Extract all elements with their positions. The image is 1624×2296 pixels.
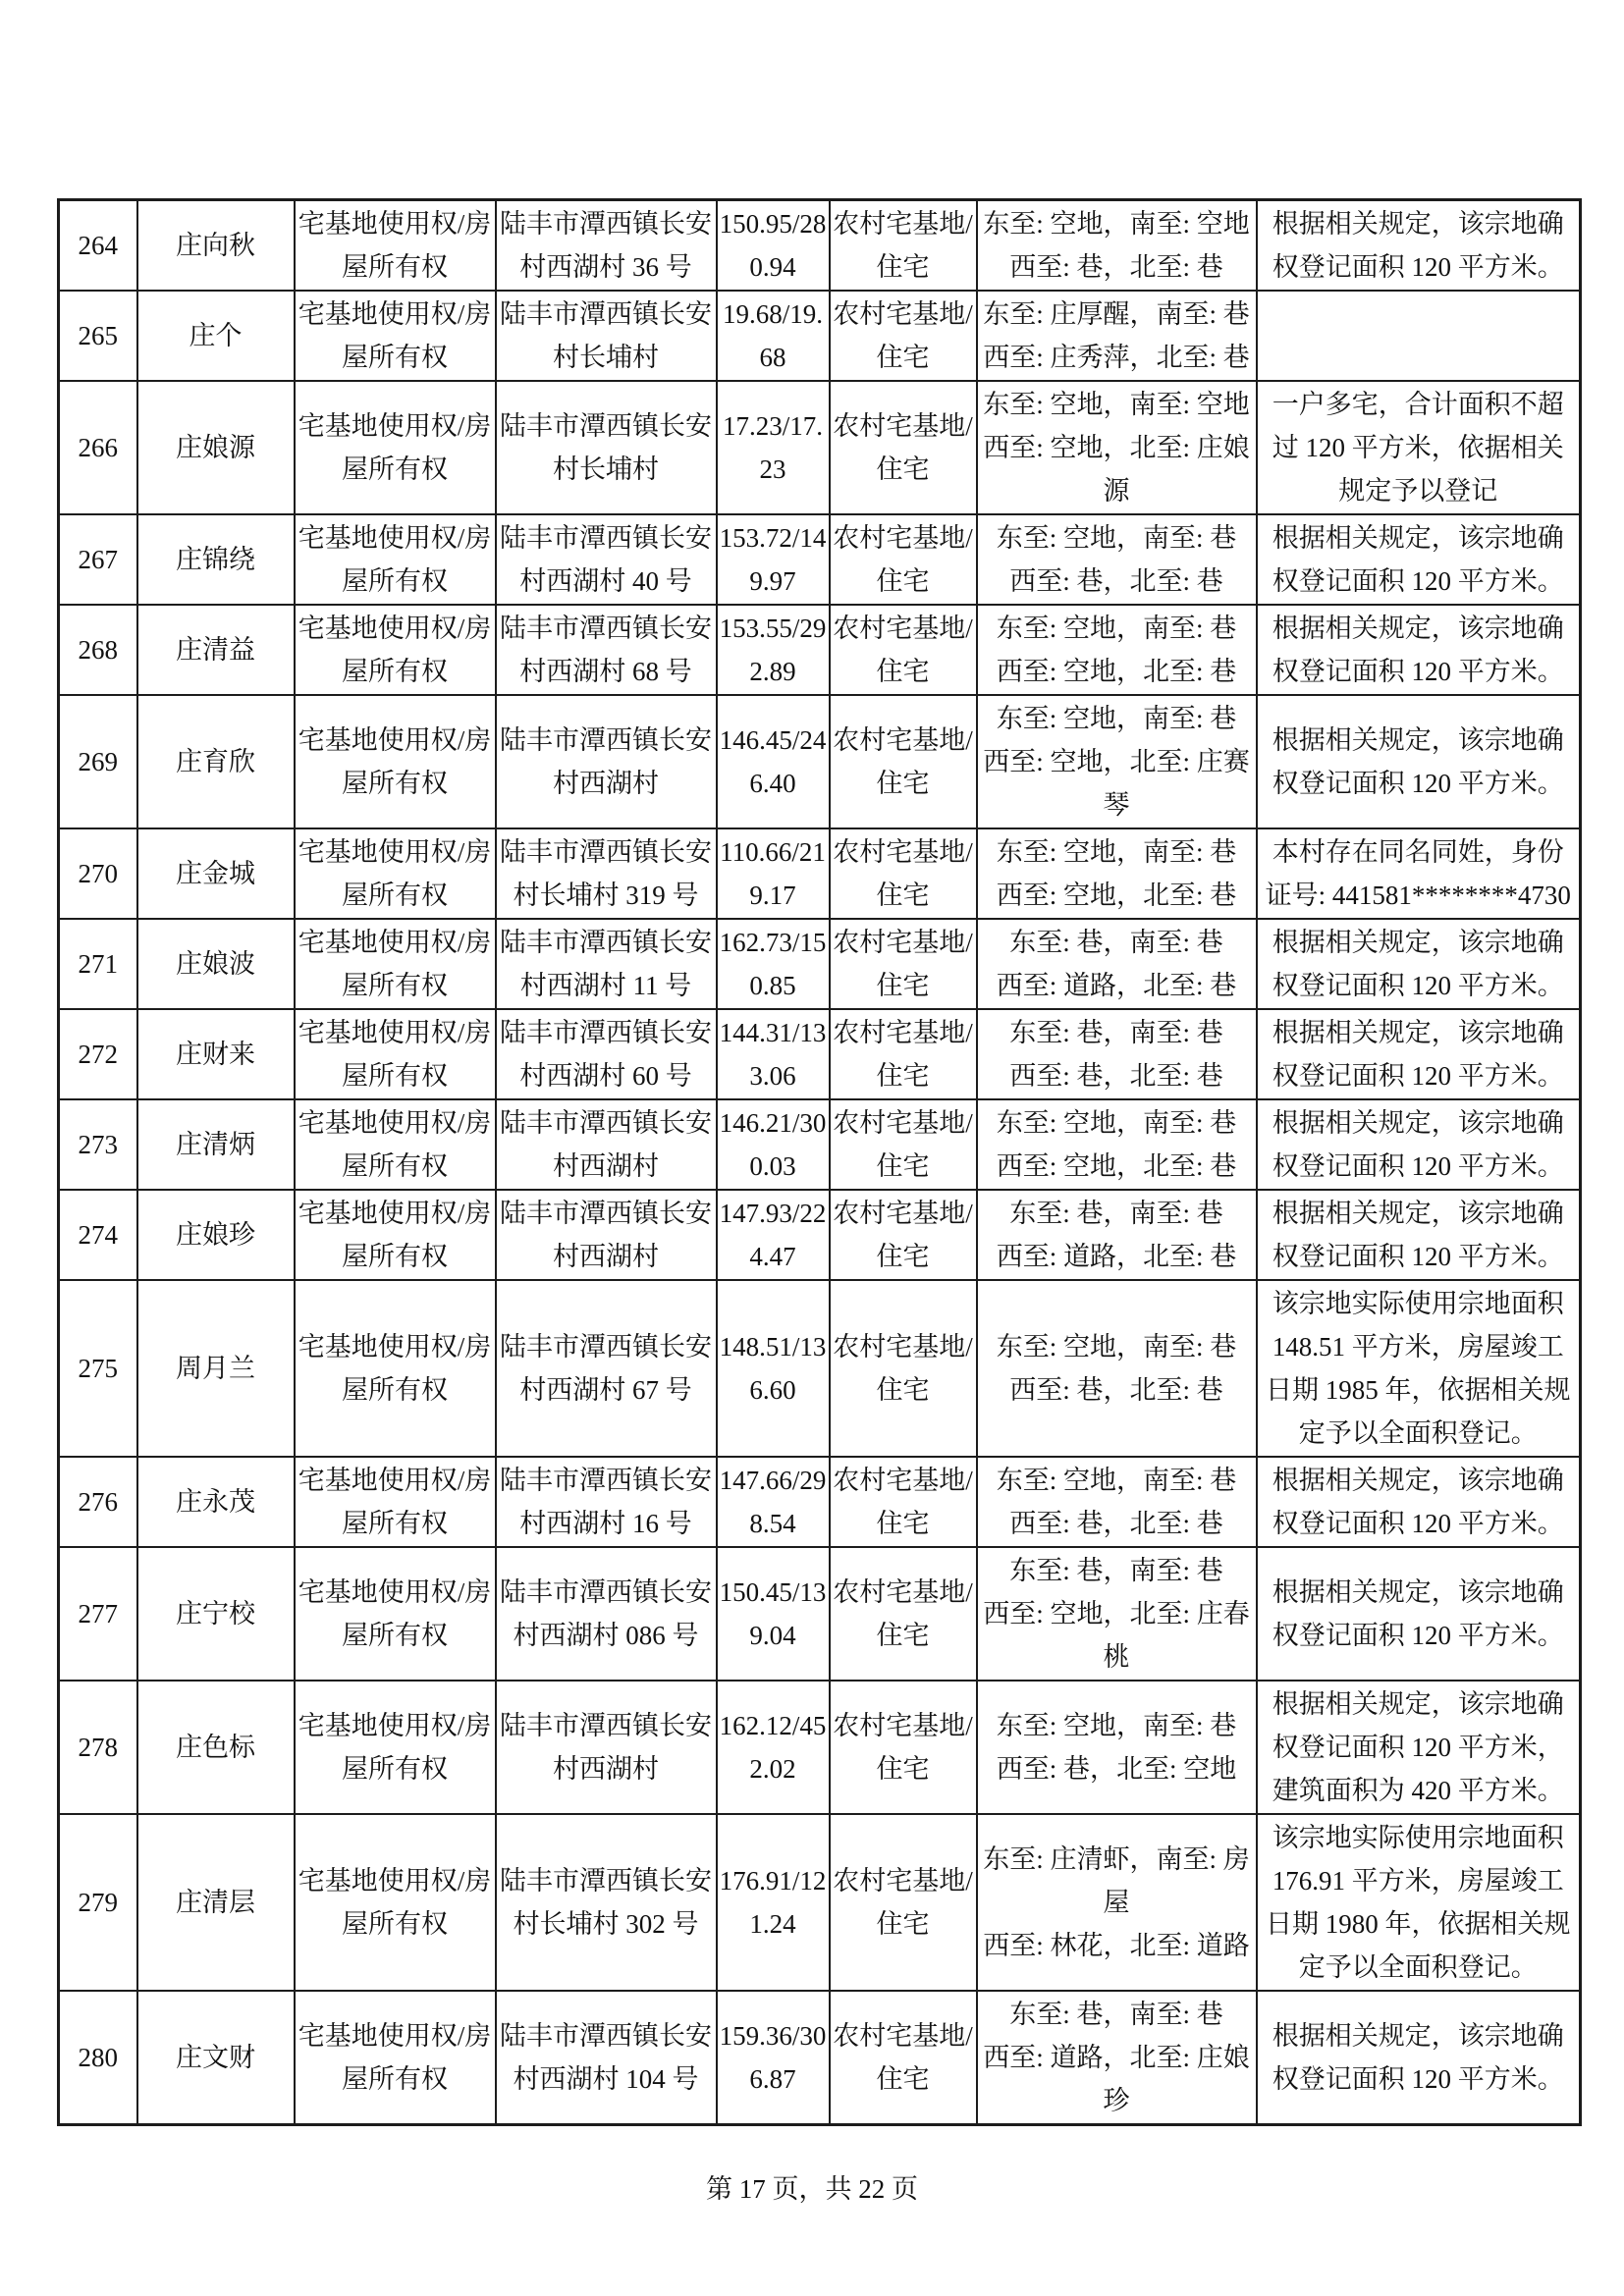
cell-area-values: 162.73/150.85 [717, 919, 830, 1009]
cell-serial-number: 275 [59, 1280, 137, 1457]
page-number-footer: 第 17 页，共 22 页 [706, 2174, 918, 2204]
cell-serial-number: 277 [59, 1547, 137, 1681]
cell-remarks: 根据相关规定，该宗地确权登记面积 120 平方米。 [1257, 695, 1581, 828]
cell-location: 陆丰市潭西镇长安村西湖村 [496, 1099, 717, 1190]
boundary-west-north: 西至: 空地，北至: 庄赛琴 [983, 747, 1250, 820]
cell-remarks: 根据相关规定，该宗地确权登记面积 120 平方米，建筑面积为 420 平方米。 [1257, 1681, 1581, 1814]
cell-location: 陆丰市潭西镇长安村西湖村 60 号 [496, 1009, 717, 1099]
cell-rights-type: 宅基地使用权/房屋所有权 [295, 919, 496, 1009]
cell-remarks: 该宗地实际使用宗地面积 176.91 平方米，房屋竣工日期 1980 年，依据相关规定予以全面积登记。 [1257, 1814, 1581, 1991]
cell-boundaries [977, 200, 1257, 292]
cell-owner-name: 庄娘波 [137, 919, 295, 1009]
cell-owner-name: 庄色标 [137, 1681, 295, 1814]
boundary-east-south: 东至: 空地，南至: 巷 [996, 1108, 1237, 1138]
table-row [59, 1547, 1581, 1681]
cell-rights-type: 宅基地使用权/房屋所有权 [295, 1991, 496, 2125]
boundary-east-south: 东至: 空地，南至: 巷 [996, 1332, 1237, 1362]
boundary-east-south: 东至: 巷，南至: 巷 [1009, 1556, 1223, 1585]
cell-boundaries [977, 828, 1257, 919]
cell-serial-number: 270 [59, 828, 137, 919]
boundary-west-north: 西至: 巷，北至: 巷 [1009, 1061, 1223, 1091]
cell-serial-number: 280 [59, 1991, 137, 2125]
cell-rights-type: 宅基地使用权/房屋所有权 [295, 291, 496, 381]
cell-land-type: 农村宅基地/住宅 [830, 381, 977, 514]
cell-land-type: 农村宅基地/住宅 [830, 919, 977, 1009]
boundary-west-north: 西至: 道路，北至: 庄娘珍 [983, 2043, 1250, 2115]
cell-land-type: 农村宅基地/住宅 [830, 695, 977, 828]
cell-location: 陆丰市潭西镇长安村西湖村 11 号 [496, 919, 717, 1009]
cell-owner-name: 庄个 [137, 291, 295, 381]
cell-area-values: 144.31/133.06 [717, 1009, 830, 1099]
cell-location: 陆丰市潭西镇长安村西湖村 086 号 [496, 1547, 717, 1681]
boundary-west-north: 西至: 空地，北至: 巷 [996, 1151, 1237, 1181]
boundary-west-north: 西至: 空地，北至: 庄春桃 [983, 1599, 1250, 1672]
cell-land-type: 农村宅基地/住宅 [830, 1280, 977, 1457]
boundary-west-north: 西至: 空地，北至: 庄娘源 [983, 433, 1250, 506]
boundary-west-north: 西至: 巷，北至: 巷 [1009, 252, 1223, 282]
cell-land-type: 农村宅基地/住宅 [830, 1099, 977, 1190]
cell-serial-number: 273 [59, 1099, 137, 1190]
cell-boundaries [977, 1099, 1257, 1190]
cell-land-type: 农村宅基地/住宅 [830, 1009, 977, 1099]
boundary-west-north: 西至: 巷，北至: 巷 [1009, 1509, 1223, 1538]
cell-area-values: 147.93/224.47 [717, 1190, 830, 1280]
cell-location: 陆丰市潭西镇长安村长埔村 [496, 291, 717, 381]
cell-remarks: 根据相关规定，该宗地确权登记面积 120 平方米。 [1257, 1457, 1581, 1547]
boundary-east-south: 东至: 巷，南至: 巷 [1009, 2000, 1223, 2029]
cell-serial-number: 265 [59, 291, 137, 381]
table-row [59, 695, 1581, 828]
cell-area-values: 176.91/121.24 [717, 1814, 830, 1991]
cell-owner-name: 庄永茂 [137, 1457, 295, 1547]
cell-area-values: 19.68/19.68 [717, 291, 830, 381]
cell-land-type: 农村宅基地/住宅 [830, 605, 977, 695]
boundary-west-north: 西至: 道路，北至: 巷 [996, 1242, 1237, 1271]
boundary-east-south: 东至: 空地，南至: 空地 [983, 390, 1250, 419]
cell-boundaries [977, 514, 1257, 605]
cell-rights-type: 宅基地使用权/房屋所有权 [295, 605, 496, 695]
cell-rights-type: 宅基地使用权/房屋所有权 [295, 381, 496, 514]
cell-owner-name: 庄清炳 [137, 1099, 295, 1190]
table-row [59, 200, 1581, 292]
cell-boundaries [977, 1457, 1257, 1547]
table-row [59, 1099, 1581, 1190]
boundary-west-north: 西至: 林花，北至: 道路 [983, 1931, 1250, 1960]
table-row [59, 1280, 1581, 1457]
cell-boundaries [977, 1190, 1257, 1280]
cell-area-values: 153.55/292.89 [717, 605, 830, 695]
cell-area-values: 146.21/300.03 [717, 1099, 830, 1190]
cell-land-type: 农村宅基地/住宅 [830, 1457, 977, 1547]
table-row [59, 1991, 1581, 2125]
cell-area-values: 147.66/298.54 [717, 1457, 830, 1547]
cell-boundaries [977, 919, 1257, 1009]
cell-owner-name: 庄育欣 [137, 695, 295, 828]
cell-owner-name: 庄娘珍 [137, 1190, 295, 1280]
cell-serial-number: 266 [59, 381, 137, 514]
cell-rights-type: 宅基地使用权/房屋所有权 [295, 1814, 496, 1991]
cell-rights-type: 宅基地使用权/房屋所有权 [295, 200, 496, 292]
boundary-west-north: 西至: 庄秀萍，北至: 巷 [983, 343, 1250, 372]
boundary-east-south: 东至: 庄厚醒，南至: 巷 [983, 299, 1250, 329]
table-row [59, 1457, 1581, 1547]
cell-location: 陆丰市潭西镇长安村长埔村 319 号 [496, 828, 717, 919]
cell-location: 陆丰市潭西镇长安村西湖村 104 号 [496, 1991, 717, 2125]
boundary-west-north: 西至: 巷，北至: 巷 [1009, 1375, 1223, 1405]
table-row [59, 291, 1581, 381]
cell-location: 陆丰市潭西镇长安村西湖村 16 号 [496, 1457, 717, 1547]
cell-remarks: 根据相关规定，该宗地确权登记面积 120 平方米。 [1257, 514, 1581, 605]
table-row [59, 1814, 1581, 1991]
cell-remarks: 根据相关规定，该宗地确权登记面积 120 平方米。 [1257, 1991, 1581, 2125]
cell-serial-number: 271 [59, 919, 137, 1009]
cell-location: 陆丰市潭西镇长安村西湖村 68 号 [496, 605, 717, 695]
cell-owner-name: 庄文财 [137, 1991, 295, 2125]
cell-rights-type: 宅基地使用权/房屋所有权 [295, 1190, 496, 1280]
cell-remarks: 根据相关规定，该宗地确权登记面积 120 平方米。 [1257, 1009, 1581, 1099]
cell-boundaries [977, 291, 1257, 381]
boundary-east-south: 东至: 庄清虾，南至: 房屋 [983, 1844, 1250, 1917]
cell-serial-number: 274 [59, 1190, 137, 1280]
cell-location: 陆丰市潭西镇长安村西湖村 [496, 1190, 717, 1280]
cell-location: 陆丰市潭西镇长安村西湖村 36 号 [496, 200, 717, 292]
cell-location: 陆丰市潭西镇长安村西湖村 40 号 [496, 514, 717, 605]
cell-serial-number: 276 [59, 1457, 137, 1547]
cell-remarks [1257, 291, 1581, 381]
cell-land-type: 农村宅基地/住宅 [830, 1814, 977, 1991]
cell-owner-name: 庄锦绕 [137, 514, 295, 605]
cell-remarks: 根据相关规定，该宗地确权登记面积 120 平方米。 [1257, 919, 1581, 1009]
cell-boundaries [977, 695, 1257, 828]
boundary-east-south: 东至: 空地，南至: 空地 [983, 209, 1250, 239]
cell-boundaries [977, 1814, 1257, 1991]
cell-land-type: 农村宅基地/住宅 [830, 291, 977, 381]
cell-land-type: 农村宅基地/住宅 [830, 1190, 977, 1280]
cell-rights-type: 宅基地使用权/房屋所有权 [295, 828, 496, 919]
cell-owner-name: 庄清益 [137, 605, 295, 695]
boundary-east-south: 东至: 空地，南至: 巷 [996, 523, 1237, 553]
cell-remarks: 一户多宅，合计面积不超过 120 平方米，依据相关规定予以登记 [1257, 381, 1581, 514]
table-row [59, 1190, 1581, 1280]
land-registration-table [57, 198, 1582, 2126]
cell-remarks: 该宗地实际使用宗地面积 148.51 平方米，房屋竣工日期 1985 年，依据相关规定予以全面积登记。 [1257, 1280, 1581, 1457]
cell-boundaries [977, 1681, 1257, 1814]
cell-remarks: 根据相关规定，该宗地确权登记面积 120 平方米。 [1257, 1099, 1581, 1190]
cell-area-values: 146.45/246.40 [717, 695, 830, 828]
cell-location: 陆丰市潭西镇长安村长埔村 302 号 [496, 1814, 717, 1991]
cell-rights-type: 宅基地使用权/房屋所有权 [295, 1681, 496, 1814]
cell-land-type: 农村宅基地/住宅 [830, 200, 977, 292]
cell-owner-name: 庄宁校 [137, 1547, 295, 1681]
cell-land-type: 农村宅基地/住宅 [830, 1681, 977, 1814]
cell-area-values: 148.51/136.60 [717, 1280, 830, 1457]
cell-rights-type: 宅基地使用权/房屋所有权 [295, 1009, 496, 1099]
cell-land-type: 农村宅基地/住宅 [830, 514, 977, 605]
cell-rights-type: 宅基地使用权/房屋所有权 [295, 695, 496, 828]
cell-area-values: 110.66/219.17 [717, 828, 830, 919]
cell-area-values: 153.72/149.97 [717, 514, 830, 605]
cell-remarks: 本村存在同名同姓，身份证号: 441581********4730 [1257, 828, 1581, 919]
cell-remarks: 根据相关规定，该宗地确权登记面积 120 平方米。 [1257, 1547, 1581, 1681]
cell-location: 陆丰市潭西镇长安村西湖村 [496, 1681, 717, 1814]
cell-serial-number: 279 [59, 1814, 137, 1991]
boundary-west-north: 西至: 道路，北至: 巷 [996, 971, 1237, 1000]
cell-serial-number: 278 [59, 1681, 137, 1814]
cell-boundaries [977, 1991, 1257, 2125]
cell-boundaries [977, 1009, 1257, 1099]
cell-land-type: 农村宅基地/住宅 [830, 828, 977, 919]
cell-boundaries [977, 1280, 1257, 1457]
cell-area-values: 17.23/17.23 [717, 381, 830, 514]
table-row [59, 605, 1581, 695]
cell-area-values: 162.12/452.02 [717, 1681, 830, 1814]
boundary-east-south: 东至: 空地，南至: 巷 [996, 1466, 1237, 1495]
cell-location: 陆丰市潭西镇长安村西湖村 67 号 [496, 1280, 717, 1457]
cell-rights-type: 宅基地使用权/房屋所有权 [295, 1457, 496, 1547]
cell-remarks: 根据相关规定，该宗地确权登记面积 120 平方米。 [1257, 1190, 1581, 1280]
cell-owner-name: 庄娘源 [137, 381, 295, 514]
cell-boundaries [977, 1547, 1257, 1681]
cell-owner-name: 庄清层 [137, 1814, 295, 1991]
cell-land-type: 农村宅基地/住宅 [830, 1547, 977, 1681]
boundary-east-south: 东至: 空地，南至: 巷 [996, 704, 1237, 733]
cell-boundaries [977, 381, 1257, 514]
boundary-east-south: 东至: 巷，南至: 巷 [1009, 1018, 1223, 1047]
cell-area-values: 150.95/280.94 [717, 200, 830, 292]
cell-serial-number: 268 [59, 605, 137, 695]
boundary-east-south: 东至: 空地，南至: 巷 [996, 614, 1237, 643]
cell-owner-name: 周月兰 [137, 1280, 295, 1457]
table-row [59, 828, 1581, 919]
table-row [59, 919, 1581, 1009]
cell-owner-name: 庄财来 [137, 1009, 295, 1099]
cell-rights-type: 宅基地使用权/房屋所有权 [295, 1280, 496, 1457]
table-row [59, 1009, 1581, 1099]
table-row [59, 1681, 1581, 1814]
boundary-east-south: 东至: 巷，南至: 巷 [1009, 928, 1223, 957]
cell-serial-number: 264 [59, 200, 137, 292]
cell-rights-type: 宅基地使用权/房屋所有权 [295, 1547, 496, 1681]
cell-location: 陆丰市潭西镇长安村西湖村 [496, 695, 717, 828]
cell-rights-type: 宅基地使用权/房屋所有权 [295, 1099, 496, 1190]
cell-remarks: 根据相关规定，该宗地确权登记面积 120 平方米。 [1257, 200, 1581, 292]
cell-area-values: 159.36/306.87 [717, 1991, 830, 2125]
cell-owner-name: 庄金城 [137, 828, 295, 919]
boundary-west-north: 西至: 空地，北至: 巷 [996, 657, 1237, 686]
boundary-east-south: 东至: 空地，南至: 巷 [996, 837, 1237, 867]
cell-land-type: 农村宅基地/住宅 [830, 1991, 977, 2125]
boundary-west-north: 西至: 巷，北至: 巷 [1009, 566, 1223, 596]
cell-rights-type: 宅基地使用权/房屋所有权 [295, 514, 496, 605]
boundary-east-south: 东至: 空地，南至: 巷 [996, 1711, 1237, 1740]
boundary-east-south: 东至: 巷，南至: 巷 [1009, 1199, 1223, 1228]
cell-remarks: 根据相关规定，该宗地确权登记面积 120 平方米。 [1257, 605, 1581, 695]
table-row [59, 381, 1581, 514]
cell-serial-number: 272 [59, 1009, 137, 1099]
boundary-west-north: 西至: 巷，北至: 空地 [996, 1754, 1237, 1784]
cell-boundaries [977, 605, 1257, 695]
table-row [59, 514, 1581, 605]
boundary-west-north: 西至: 空地，北至: 巷 [996, 881, 1237, 910]
cell-area-values: 150.45/139.04 [717, 1547, 830, 1681]
cell-serial-number: 267 [59, 514, 137, 605]
cell-serial-number: 269 [59, 695, 137, 828]
cell-location: 陆丰市潭西镇长安村长埔村 [496, 381, 717, 514]
cell-owner-name: 庄向秋 [137, 200, 295, 292]
